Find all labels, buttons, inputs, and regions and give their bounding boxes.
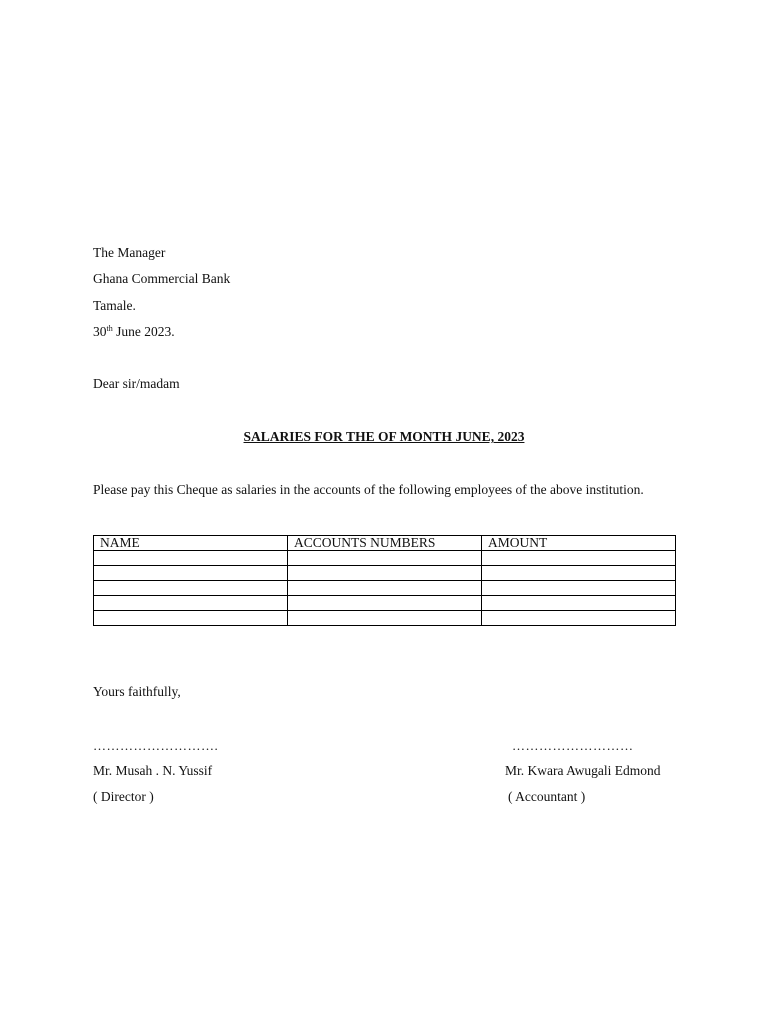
signatory-name-director: Mr. Musah . N. Yussif (93, 763, 213, 778)
cell-amount (482, 611, 676, 626)
cell-name (94, 551, 288, 566)
date-rest: June 2023. (112, 324, 175, 339)
cell-account-number (288, 551, 482, 566)
cell-name (94, 566, 288, 581)
table-header-row (94, 536, 676, 551)
date-suffix: th (106, 324, 113, 333)
cell-name (94, 581, 288, 596)
closing-line: Yours faithfully, (93, 684, 181, 699)
signatory-title-accountant: ( Accountant ) (508, 789, 586, 804)
cell-amount (482, 581, 676, 596)
signatory-name-accountant: Mr. Kwara Awugali Edmond (505, 763, 661, 778)
cell-name (94, 596, 288, 611)
table-row (94, 566, 676, 581)
recipient-city: Tamale. (93, 298, 136, 313)
signature-line-right: ……………………… (512, 738, 634, 753)
cell-account-number (288, 581, 482, 596)
signature-line-left: ………………………. (93, 738, 219, 753)
table-row (94, 581, 676, 596)
recipient-bank: Ghana Commercial Bank (93, 271, 231, 286)
column-header-amount: AMOUNT (482, 536, 676, 551)
signatory-title-director: ( Director ) (93, 789, 154, 804)
cell-account-number (288, 596, 482, 611)
table-row (94, 551, 676, 566)
column-header-account-numbers: ACCOUNTS NUMBERS (288, 536, 482, 551)
cell-amount (482, 551, 676, 566)
date-day: 30 (93, 324, 107, 339)
column-header-name: NAME (94, 536, 288, 551)
salutation: Dear sir/madam (93, 376, 180, 391)
table-row (94, 596, 676, 611)
body-paragraph: Please pay this Cheque as salaries in the accounts of the following employees of the above institution. (93, 482, 644, 497)
cell-name (94, 611, 288, 626)
cell-amount (482, 596, 676, 611)
cell-amount (482, 566, 676, 581)
subject-heading: SALARIES FOR THE OF MONTH JUNE, 2023 (243, 429, 525, 444)
table-row (94, 611, 676, 626)
cell-account-number (288, 611, 482, 626)
letter-date (93, 324, 175, 340)
recipient-title: The Manager (93, 245, 166, 260)
salary-table (93, 535, 676, 626)
cell-account-number (288, 566, 482, 581)
